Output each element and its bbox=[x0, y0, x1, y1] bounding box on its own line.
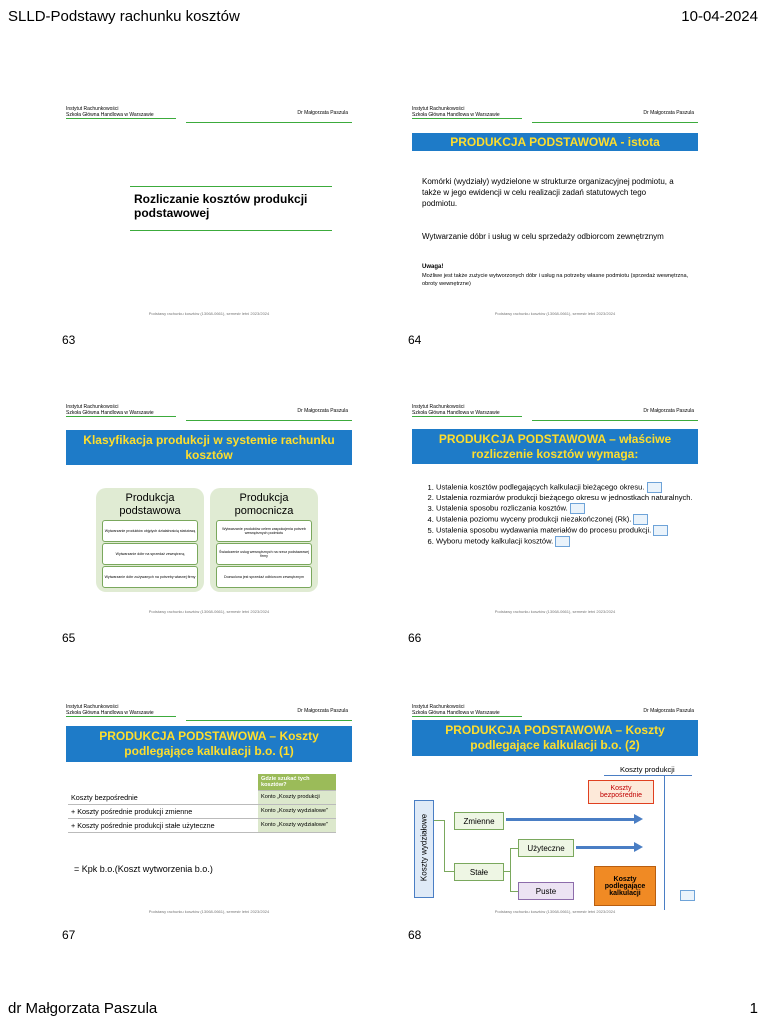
note-text: Możliwe jest także zużycie wytworzonych dóbr i usług na potrzeby własne podmiotu (sprzedaż wewnętrzna, obroty wewnętrzne) bbox=[422, 273, 689, 287]
slide-title: PRODUKCJA PODSTAWOWA – Koszty podlegające kalkulacji b.o. (2) bbox=[412, 720, 698, 756]
slide-number: 68 bbox=[408, 928, 422, 942]
document-icon[interactable] bbox=[680, 890, 695, 901]
arrow-zmienne bbox=[506, 818, 634, 821]
slide-paragraph: Komórki (wydziały) wydzielone w strukturze organizacyjnej podmiotu, a także w jego ewidencji w celu realizacji zadań statutowych tego podmiotu. bbox=[422, 177, 674, 208]
document-header-title: SLLD-Podstawy rachunku kosztów bbox=[8, 8, 240, 25]
box-puste: Puste bbox=[518, 882, 574, 900]
divider bbox=[66, 118, 176, 119]
author-label: Dr Małgorzata Paszula bbox=[297, 110, 348, 116]
slide-footer: Podstawy rachunku kosztów (13068-0661), semestr letni 2023/2024 bbox=[148, 311, 270, 316]
slide-title: PRODUKCJA PODSTAWOWA - istota bbox=[412, 133, 698, 151]
card-production-auxiliary bbox=[210, 488, 318, 592]
divider bbox=[66, 416, 176, 417]
card-production-basic bbox=[96, 488, 204, 592]
table-row bbox=[68, 791, 336, 805]
slide-title: Rozliczanie kosztów produkcji podstawowej bbox=[134, 192, 308, 220]
card-item: Świadczenie usług wewnętrznych na rzecz podstawowej firmy bbox=[216, 543, 312, 565]
slide-65 bbox=[62, 400, 356, 622]
slide-67 bbox=[62, 700, 356, 922]
divider bbox=[412, 416, 522, 417]
note-title: Uwaga! bbox=[422, 264, 444, 270]
divider bbox=[532, 122, 698, 123]
table-cell: Konto „Koszty produkcji bbox=[258, 791, 336, 805]
costs-table bbox=[68, 774, 336, 833]
slide-63 bbox=[62, 102, 356, 324]
document-icon[interactable] bbox=[633, 514, 648, 525]
slide-number: 66 bbox=[408, 631, 422, 645]
card-item: Wytwarzanie produktów objętych działalnością statutową bbox=[102, 520, 198, 542]
slide-title-line-bottom bbox=[130, 230, 332, 231]
divider bbox=[186, 122, 352, 123]
requirements-list bbox=[422, 482, 712, 547]
costs-production-label: Koszty produkcji bbox=[620, 765, 675, 774]
list-item: 1. Ustalenia kosztów podlegających kalkulacji bieżącego okresu. bbox=[436, 482, 712, 493]
list-item: 4. Ustalenia poziomu wyceny produkcji niezakończonej (Rk). bbox=[436, 514, 712, 525]
divider bbox=[412, 118, 522, 119]
list-item: 6. Wyboru metody kalkulacji kosztów. bbox=[436, 536, 712, 547]
document-footer-author: dr Małgorzata Paszula bbox=[8, 1000, 158, 1017]
author-label: Dr Małgorzata Paszula bbox=[297, 708, 348, 714]
document-header-date: 10-04-2024 bbox=[681, 8, 758, 25]
slide-number: 65 bbox=[62, 631, 76, 645]
divider bbox=[66, 716, 176, 717]
box-zmienne: Zmienne bbox=[454, 812, 504, 830]
author-label: Dr Małgorzata Paszula bbox=[297, 408, 348, 414]
divider bbox=[412, 716, 522, 717]
slide-title: PRODUKCJA PODSTAWOWA – właściwe rozliczenie kosztów wymaga: bbox=[412, 429, 698, 464]
table-row bbox=[68, 804, 336, 818]
divider bbox=[186, 420, 352, 421]
arrow-uzyteczne bbox=[576, 846, 634, 849]
document-icon[interactable] bbox=[555, 536, 570, 547]
institute-label: Instytut Rachunkowości Szkoła Główna Handlowa w Warszawie bbox=[412, 704, 500, 716]
card-title: Produkcja podstawowa bbox=[119, 492, 181, 517]
divider bbox=[186, 720, 352, 721]
author-label: Dr Małgorzata Paszula bbox=[643, 708, 694, 714]
table-header-row bbox=[68, 774, 336, 791]
table-row bbox=[68, 818, 336, 832]
author-label: Dr Małgorzata Paszula bbox=[643, 110, 694, 116]
arrow-uzyteczne-head bbox=[634, 842, 643, 852]
slide-footer: Podstawy rachunku kosztów (13068-0661), semestr letni 2023/2024 bbox=[494, 609, 616, 614]
card-title: Produkcja pomocnicza bbox=[234, 492, 294, 517]
table-cell: + Koszty pośrednie produkcji stałe użyteczne bbox=[68, 818, 258, 832]
slide-66 bbox=[408, 400, 702, 622]
card-item: Dozwolona jest sprzedaż odbiorcom zewnętrznym bbox=[216, 566, 312, 588]
document-icon[interactable] bbox=[653, 525, 668, 536]
slide-number: 64 bbox=[408, 333, 422, 347]
slide-title: Klasyfikacja produkcji w systemie rachunku kosztów bbox=[66, 430, 352, 465]
table-cell: Koszty bezpośrednie bbox=[68, 791, 258, 805]
document-icon[interactable] bbox=[647, 482, 662, 493]
slide-number: 67 bbox=[62, 928, 76, 942]
slide-footer: Podstawy rachunku kosztów (13068-0661), semestr letni 2023/2024 bbox=[148, 609, 270, 614]
slide-footer: Podstawy rachunku kosztów (13068-0661), semestr letni 2023/2024 bbox=[148, 909, 270, 914]
institute-label: Instytut Rachunkowości Szkoła Główna Handlowa w Warszawie bbox=[66, 106, 154, 118]
list-item: 5. Ustalenia sposobu wydawania materiałów do procesu produkcji. bbox=[436, 525, 712, 536]
card-item: Wytwarzanie dóbr zużywanych na potrzeby własnej firmy bbox=[102, 566, 198, 588]
document-footer-page: 1 bbox=[749, 1000, 758, 1017]
vertical-divider bbox=[664, 775, 665, 910]
box-direct-costs: Koszty bezpośrednie bbox=[588, 780, 654, 804]
slide-68 bbox=[408, 700, 702, 922]
document-icon[interactable] bbox=[570, 503, 585, 514]
author-label: Dr Małgorzata Paszula bbox=[643, 408, 694, 414]
costs-production-line bbox=[604, 775, 692, 776]
table-cell: Konto „Koszty wydziałowe" bbox=[258, 804, 336, 818]
slide-64 bbox=[408, 102, 702, 324]
institute-label: Instytut Rachunkowości Szkoła Główna Handlowa w Warszawie bbox=[66, 704, 154, 716]
arrow-zmienne-head bbox=[634, 814, 643, 824]
institute-label: Instytut Rachunkowości Szkoła Główna Handlowa w Warszawie bbox=[412, 404, 500, 416]
institute-label: Instytut Rachunkowości Szkoła Główna Handlowa w Warszawie bbox=[412, 106, 500, 118]
slide-paragraph: Wytwarzanie dóbr i usług w celu sprzedaży odbiorcom zewnętrznym bbox=[422, 232, 664, 241]
table-cell: Konto „Koszty wydziałowe" bbox=[258, 818, 336, 832]
table-cell: + Koszty pośrednie produkcji zmienne bbox=[68, 804, 258, 818]
list-item: 3. Ustalenia sposobu rozliczania kosztów. bbox=[436, 503, 712, 514]
slide-footer: Podstawy rachunku kosztów (13068-0661), semestr letni 2023/2024 bbox=[494, 909, 616, 914]
slide-title: PRODUKCJA PODSTAWOWA – Koszty podlegające kalkulacji b.o. (1) bbox=[66, 726, 352, 762]
box-stale: Stałe bbox=[454, 863, 504, 881]
list-item: 2. Ustalenia rozmiarów produkcji bieżącego okresu w jednostkach naturalnych. bbox=[436, 493, 712, 503]
card-item: Wytwarzanie produktów celem zaspokojenia potrzeb wewnętrznych podmiotu bbox=[216, 520, 312, 542]
institute-label: Instytut Rachunkowości Szkoła Główna Handlowa w Warszawie bbox=[66, 404, 154, 416]
box-uzyteczne: Użyteczne bbox=[518, 839, 574, 857]
overhead-costs-box: Koszty wydziałowe bbox=[414, 800, 434, 898]
card-item: Wytwarzanie dóbr na sprzedaż zewnętrzną bbox=[102, 543, 198, 565]
box-costs-calculated: Koszty podlegające kalkulacji bbox=[594, 866, 656, 906]
table-column-header: Gdzie szukać tych kosztów? bbox=[258, 774, 336, 791]
divider bbox=[532, 420, 698, 421]
slide-number: 63 bbox=[62, 333, 76, 347]
slide-title-line-top bbox=[130, 186, 332, 187]
result-formula: = Kpk b.o.(Koszt wytworzenia b.o.) bbox=[74, 864, 213, 874]
slide-footer: Podstawy rachunku kosztów (13068-0661), semestr letni 2023/2024 bbox=[494, 311, 616, 316]
